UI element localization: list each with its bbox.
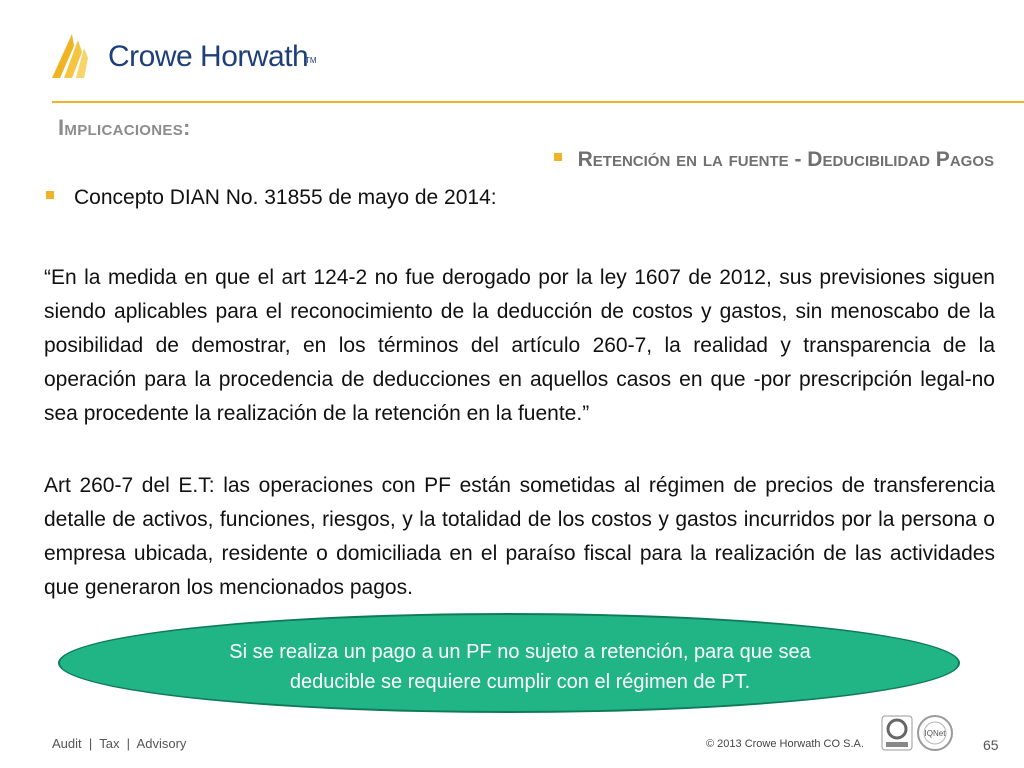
- callout-line-1: Si se realiza un pago a un PF no sujeto a retención, para que sea: [229, 641, 811, 663]
- brand-name: Crowe Horwath: [108, 40, 309, 73]
- header-divider: [52, 101, 1024, 103]
- bullet-text: Concepto DIAN No. 31855 de mayo de 2014:: [74, 186, 497, 209]
- callout-text: [220, 637, 820, 697]
- bullet-square-icon: [554, 153, 562, 161]
- slide-subtitle: [554, 148, 994, 172]
- section-title: Implicaciones:: [58, 115, 191, 140]
- crowe-logo-icon: [50, 34, 100, 80]
- callout-line-2: deducible se requiere cumplir con el régimen de PT.: [289, 671, 751, 693]
- quote-paragraph: “En la medida en que el art 124-2 no fue derogado por la ley 1607 de 2012, sus previsiones siguen siendo aplicables para el reconocimiento de la deducción de costos y gastos, sin menoscabo de la posibilidad de demostrar, en los términos del artículo 260-7, la realidad y transparencia de la operación para la procedencia de deducciones en aquellos casos en que -por prescripción legal-no sea procedente la realización de la retención en la fuente.”: [44, 266, 995, 425]
- iqnet-badge-label: IQNet: [924, 729, 946, 738]
- bullet-square-icon: [46, 191, 54, 199]
- subtitle-text: Retención en la fuente - Deducibilidad Pagos: [577, 148, 994, 171]
- bullet-item: [46, 186, 497, 210]
- certification-badges: [880, 714, 956, 754]
- company-logo: [50, 34, 330, 82]
- article-paragraph: Art 260-7 del E.T: las operaciones con PF están sometidas al régimen de precios de transferencia detalle de activos, funciones, riesgos, y la totalidad de los costos y gastos incurridos por la persona o empresa ubicada, residente o domiciliada en el paraíso fiscal para la realización de las actividades que generaron los mencionados pagos.: [44, 474, 995, 599]
- page-number: 65: [983, 737, 999, 753]
- certification-seal-icon: [882, 716, 912, 750]
- footer-services: Audit | Tax | Advisory: [52, 736, 187, 751]
- callout-ellipse: [58, 613, 960, 713]
- footer-copyright: © 2013 Crowe Horwath CO S.A.: [706, 738, 864, 750]
- brand-trademark: TM: [305, 56, 317, 65]
